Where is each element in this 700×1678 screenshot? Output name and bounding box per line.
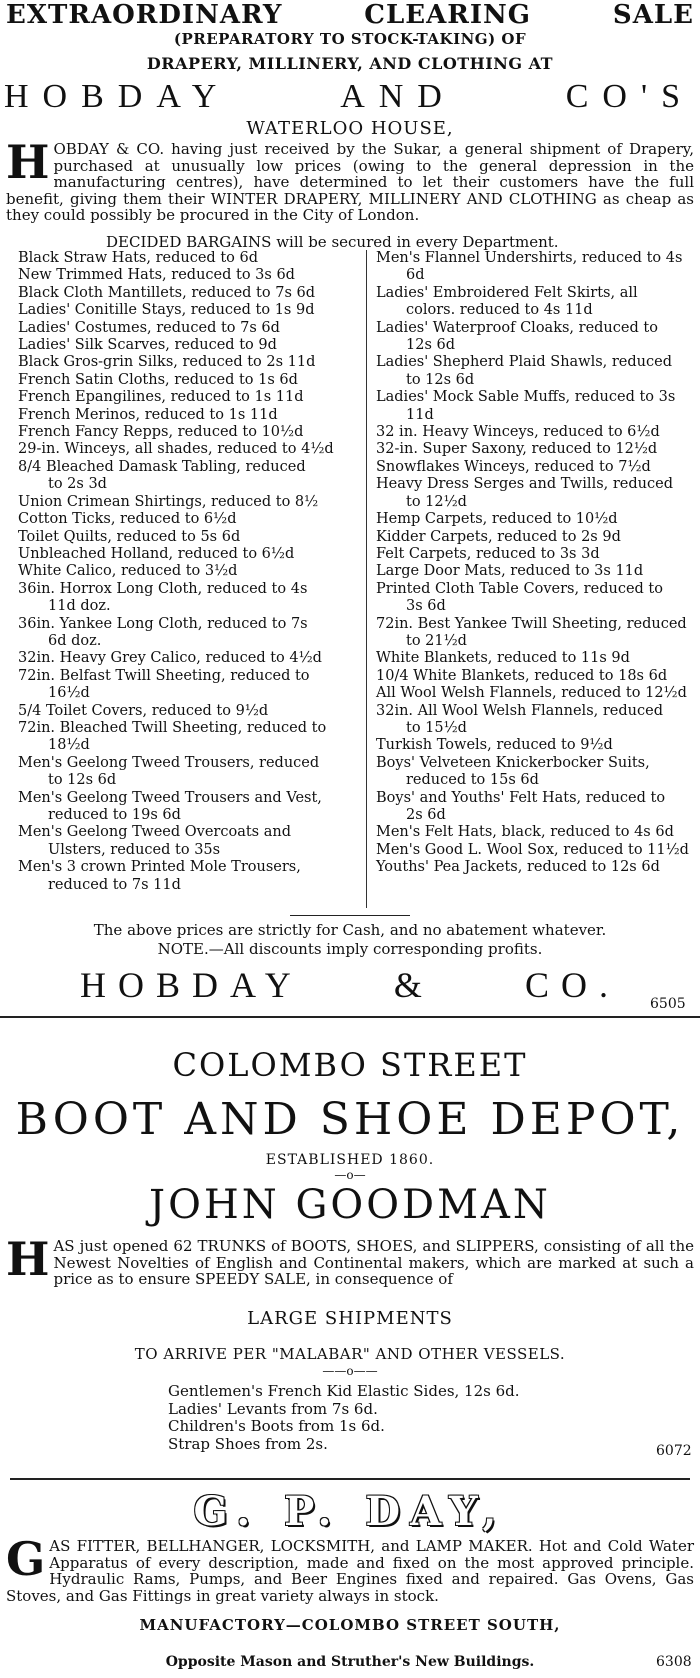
sale-item [376, 824, 694, 841]
day-intro [6, 1532, 694, 1605]
sale-item-continuation: 18½d [48, 737, 90, 754]
signature-word: & [393, 965, 434, 1005]
sale-item-continuation: to 2s 3d [48, 476, 107, 493]
address-line: Opposite Mason and Struther's New Buildings. [165, 1654, 535, 1670]
ornament-divider: ——o—— [322, 1364, 378, 1378]
sale-item-line: Ladies' Mock Sable Muffs, reduced to 3s [376, 389, 676, 406]
sale-item [376, 320, 694, 355]
sale-item [18, 494, 358, 511]
sale-item-line: Turkish Towels, reduced to 9½d [376, 737, 613, 754]
sale-item [376, 441, 694, 458]
sale-item-continuation: reduced to 15s 6d [406, 772, 539, 789]
sale-item [18, 424, 358, 441]
sale-item-line: Men's Geelong Tweed Overcoats and [18, 824, 291, 841]
ad-reference-number: 6505 [650, 996, 686, 1012]
sale-item-line: Black Gros-grin Silks, reduced to 2s 11d [18, 354, 316, 371]
sale-item [18, 407, 358, 424]
sale-item [376, 546, 694, 563]
sale-item-line: 10/4 White Blankets, reduced to 18s 6d [376, 667, 668, 684]
cash-notice: The above prices are strictly for Cash, and no abatement whatever. [93, 921, 607, 939]
sale-item-continuation: 11d doz. [48, 598, 111, 615]
short-rule [290, 915, 410, 916]
sale-item [376, 859, 694, 876]
sale-item-continuation: to 21½d [406, 632, 467, 649]
sale-item-continuation: reduced to 7s 11d [48, 876, 181, 893]
sale-item-line: Union Crimean Shirtings, reduced to 8½ [18, 493, 319, 510]
sale-item-line: White Blankets, reduced to 11s 9d [376, 650, 630, 667]
sale-item [18, 320, 358, 337]
sale-item [18, 441, 358, 458]
hobday-signature [80, 964, 620, 1006]
sale-item [376, 842, 694, 859]
ornament-divider: —o— [334, 1168, 366, 1182]
sale-item-line: Youths' Pea Jackets, reduced to 12s 6d [376, 859, 660, 876]
column-divider [366, 250, 367, 908]
drop-cap: H [6, 1232, 50, 1286]
sale-item-line: Men's Geelong Tweed Trousers, reduced [18, 754, 320, 771]
sale-item-line: White Calico, reduced to 3½d [18, 563, 238, 580]
sale-item-continuation: reduced to 19s 6d [48, 807, 181, 823]
sale-item [18, 267, 358, 284]
sale-subtitle-2: DRAPERY, MILLINERY, AND CLOTHING AT [146, 54, 554, 73]
sale-item-line: Toilet Quilts, reduced to 5s 6d [18, 528, 241, 545]
sale-item-line: Ladies' Waterproof Cloaks, reduced to [376, 319, 658, 336]
sale-item-line: 72in. Best Yankee Twill Sheeting, reduced [376, 615, 687, 632]
sale-item-line: Boys' and Youths' Felt Hats, reduced to [376, 789, 666, 806]
sale-item-continuation: 2s 6d [406, 807, 446, 823]
sale-item [18, 824, 358, 859]
depot-heading: BOOT AND SHOE DEPOT, [15, 1094, 685, 1145]
sale-item-line: Ladies' Shepherd Plaid Shawls, reduced [376, 354, 672, 371]
sale-item [18, 720, 358, 755]
sale-item [18, 285, 358, 302]
drop-cap: G [6, 1532, 46, 1586]
signature-word: CO. [524, 965, 620, 1005]
sale-item [376, 650, 694, 667]
street-heading: COLOMBO STREET [172, 1046, 528, 1084]
ad-reference-number: 6072 [656, 1443, 692, 1459]
sale-item-line: Printed Cloth Table Covers, reduced to [376, 580, 663, 597]
sale-item [376, 354, 694, 389]
sale-item-line: Men's 3 crown Printed Mole Trousers, [18, 859, 301, 876]
sale-item-line: 32 in. Heavy Winceys, reduced to 6½d [376, 424, 660, 441]
sale-item [376, 529, 694, 546]
sale-item [18, 250, 358, 267]
sale-item [18, 511, 358, 528]
sale-item-line: Men's Flannel Undershirts, reduced to 4s [376, 250, 683, 266]
sale-item-line: 32-in. Super Saxony, reduced to 12½d [376, 441, 658, 458]
sale-item [18, 546, 358, 563]
sale-item-continuation: to 15½d [406, 719, 467, 736]
sale-item-line: Heavy Dress Serges and Twills, reduced [376, 476, 673, 493]
sale-item [376, 790, 694, 825]
sale-item-continuation: colors. reduced to 4s 11d [406, 302, 593, 319]
sale-item [376, 389, 694, 424]
sale-item [18, 650, 358, 667]
sale-item [376, 668, 694, 685]
sale-headline [6, 0, 694, 30]
sale-item-line: Boys' Velveteen Knickerbocker Suits, [376, 754, 650, 771]
sale-item-line: Snowflakes Winceys, reduced to 7½d [376, 458, 651, 475]
shoe-item: Gentlemen's French Kid Elastic Sides, 12s 6d. [168, 1382, 520, 1400]
sale-item [376, 250, 694, 285]
shipments-heading: LARGE SHIPMENTS [247, 1308, 453, 1329]
sale-item-line: Ladies' Silk Scarves, reduced to 9d [18, 337, 277, 354]
ad-separator [0, 1016, 700, 1018]
sale-item-line: Kidder Carpets, reduced to 2s 9d [376, 528, 621, 545]
sale-item-line: Black Cloth Mantillets, reduced to 7s 6d [18, 284, 316, 301]
sale-item-line: French Merinos, reduced to 1s 11d [18, 406, 278, 423]
sale-item-line: New Trimmed Hats, reduced to 3s 6d [18, 267, 295, 284]
sale-item [18, 372, 358, 389]
sale-item [376, 459, 694, 476]
sale-item [18, 581, 358, 616]
signature-word: HOBDAY [80, 965, 303, 1005]
sale-item [18, 668, 358, 703]
shoe-item: Children's Boots from 1s 6d. [168, 1417, 385, 1435]
sale-item-continuation: 3s 6d [406, 598, 446, 615]
sale-item [18, 563, 358, 580]
sale-item [18, 703, 358, 720]
sale-item-line: French Fancy Repps, reduced to 10½d [18, 424, 304, 441]
firm-word: AND [340, 78, 456, 115]
sale-item-line: Unbleached Holland, reduced to 6½d [18, 545, 295, 562]
sale-item [18, 302, 358, 319]
sale-item-line: Ladies' Embroidered Felt Skirts, all [376, 284, 638, 301]
drop-cap: H [6, 135, 50, 189]
hobday-intro [6, 135, 694, 224]
sale-item-continuation: 16½d [48, 685, 90, 702]
sale-item-line: Cotton Ticks, reduced to 6½d [18, 511, 237, 528]
sale-item [376, 476, 694, 511]
sale-item-line: Men's Felt Hats, black, reduced to 4s 6d [376, 824, 674, 841]
intro-text: OBDAY & CO. having just received by the Sukar, a general shipment of Drapery, purchased at unusually low prices (owing to the general depression in the manufacturing centres), have determined to let their customers have the full benefit, giving them their WINTER DRAPERY, MILLINERY AND CLOTHING as cheap as they could possibly be procured in the City of London. [6, 140, 694, 224]
sale-item [376, 703, 694, 738]
sale-item [376, 685, 694, 702]
sale-item-line: Felt Carpets, reduced to 3s 3d [376, 545, 600, 562]
sale-item-line: Ladies' Conitille Stays, reduced to 1s 9d [18, 302, 315, 319]
sale-item [18, 529, 358, 546]
sale-item [376, 424, 694, 441]
sale-item [18, 755, 358, 790]
sale-item-line: Hemp Carpets, reduced to 10½d [376, 511, 618, 528]
sale-item-continuation: to 12s 6d [48, 772, 117, 789]
firm-word: HOBDAY [4, 78, 231, 115]
discount-note: NOTE.—All discounts imply corresponding profits. [157, 940, 543, 958]
arrival-line: TO ARRIVE PER "MALABAR" AND OTHER VESSELS. [134, 1345, 566, 1363]
sale-item [18, 859, 358, 894]
sale-item-line: All Wool Welsh Flannels, reduced to 12½d [376, 685, 687, 702]
sale-item [18, 389, 358, 406]
sale-item-line: 29-in. Winceys, all shades, reduced to 4½d [18, 441, 334, 458]
sale-item-line: Men's Good L. Wool Sox, reduced to 11½d [376, 841, 689, 858]
right-item-list [376, 250, 694, 877]
sale-item-line: French Epangilines, reduced to 1s 11d [18, 389, 304, 406]
firm-word: CO'S [565, 78, 694, 115]
sale-item-continuation: to 12s 6d [406, 371, 475, 388]
shoe-item: Strap Shoes from 2s. [168, 1434, 328, 1453]
ad-separator [10, 1478, 690, 1480]
sale-item [18, 790, 358, 825]
sale-item-line: 72in. Bleached Twill Sheeting, reduced to [18, 719, 327, 736]
sale-item-line: 36in. Horrox Long Cloth, reduced to 4s [18, 580, 308, 597]
sale-item-line: Black Straw Hats, reduced to 6d [18, 250, 258, 266]
sale-item [18, 616, 358, 651]
sale-item [376, 581, 694, 616]
shoe-list [168, 1383, 520, 1453]
shoe-item: Ladies' Levants from 7s 6d. [168, 1399, 378, 1418]
sale-item [376, 737, 694, 754]
goodman-intro [6, 1232, 694, 1288]
sale-item-continuation: 12s 6d [406, 337, 456, 354]
headline-word: EXTRAORDINARY [6, 0, 283, 30]
sale-item-line: 8/4 Bleached Damask Tabling, reduced [18, 458, 306, 475]
intro-text: AS FITTER, BELLHANGER, LOCKSMITH, and LAMP MAKER. Hot and Cold Water Apparatus of every description, made and fixed on the most approved principle. Hydraulic Rams, Pumps, and Beer Engines fixed and repaired. Gas Ovens, Gas Stoves, and Gas Fittings in great variety always in stock. [6, 1537, 694, 1605]
sale-item-line: 32in. All Wool Welsh Flannels, reduced [376, 702, 663, 719]
sale-item-line: 72in. Belfast Twill Sheeting, reduced to [18, 667, 310, 684]
firm-name [4, 78, 694, 116]
sale-item-continuation: Ulsters, reduced to 35s [48, 841, 221, 858]
manufactory-line: MANUFACTORY—COLOMBO STREET SOUTH, [139, 1616, 561, 1634]
day-banner: G. P. DAY, [193, 1488, 507, 1535]
sale-subtitle-1: (PREPARATORY TO STOCK-TAKING) OF [173, 30, 527, 48]
sale-item-continuation: 6d [406, 267, 425, 284]
sale-item [18, 354, 358, 371]
store-name: WATERLOO HOUSE, [246, 118, 454, 139]
bargains-line: DECIDED BARGAINS will be secured in every Department. [106, 233, 559, 251]
sale-item-continuation: 6d doz. [48, 632, 102, 649]
sale-item-continuation: to 12½d [406, 493, 467, 510]
sale-item-line: Men's Geelong Tweed Trousers and Vest, [18, 789, 322, 806]
sale-item [376, 755, 694, 790]
headline-word: CLEARING [364, 0, 532, 30]
sale-item [376, 511, 694, 528]
left-item-list [18, 250, 358, 894]
sale-item-line: 5/4 Toilet Covers, reduced to 9½d [18, 702, 269, 719]
established-line: ESTABLISHED 1860. [265, 1152, 435, 1168]
sale-item-line: 36in. Yankee Long Cloth, reduced to 7s [18, 615, 308, 632]
sale-item-line: French Satin Cloths, reduced to 1s 6d [18, 371, 298, 388]
proprietor-name: JOHN GOODMAN [149, 1182, 551, 1228]
sale-item [18, 459, 358, 494]
sale-item [376, 563, 694, 580]
sale-item [376, 285, 694, 320]
sale-item-line: Ladies' Costumes, reduced to 7s 6d [18, 319, 280, 336]
sale-item [18, 337, 358, 354]
sale-item-continuation: 11d [406, 406, 434, 423]
headline-word: SALE [612, 0, 694, 30]
sale-item [376, 616, 694, 651]
sale-item-line: 32in. Heavy Grey Calico, reduced to 4½d [18, 650, 322, 667]
intro-text: AS just opened 62 TRUNKS of BOOTS, SHOES, and SLIPPERS, consisting of all the Newest Novelties of English and Continental makers, which are marked at such a price as to ensure SPEEDY SALE, in consequence of [53, 1237, 694, 1288]
sale-item-line: Large Door Mats, reduced to 3s 11d [376, 563, 644, 580]
ad-reference-number: 6308 [656, 1654, 692, 1670]
